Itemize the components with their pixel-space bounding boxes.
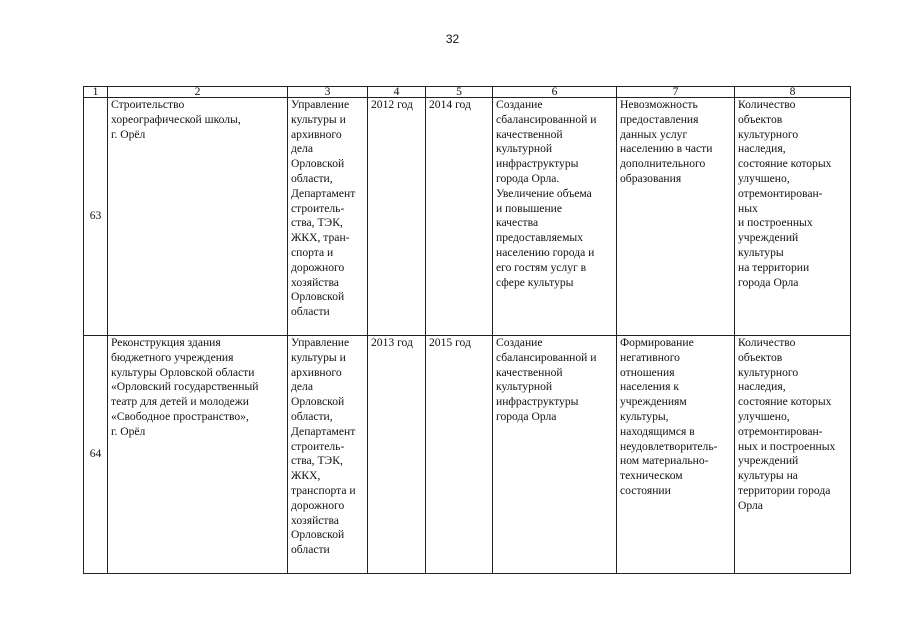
program-table: [83, 86, 851, 574]
start-year-cell: 2012 год: [368, 98, 426, 336]
object-name-cell: Строительство хореографической школы, г. Орёл: [108, 98, 288, 336]
goal-cell: Создание сбалансированной и качественной культурной инфраструктуры города Орла: [493, 336, 617, 574]
consequence-cell: Невозможность предоставления данных услуг населению в части дополнительного образования: [617, 98, 735, 336]
end-year-cell: 2015 год: [426, 336, 493, 574]
column-number: 1: [84, 87, 108, 98]
consequence-cell: Формирование негативного отношения населения к учреждениям культуры, находящимся в неудовлетворитель- ном материально- техническом состоянии: [617, 336, 735, 574]
row-number: 63: [84, 98, 108, 336]
indicator-cell: Количество объектов культурного наследия, состояние которых улучшено, отремонтирован- ных и построенных учреждений культуры на территории города Орла: [735, 98, 851, 336]
start-year-cell: 2013 год: [368, 336, 426, 574]
page-number: 32: [445, 32, 460, 46]
column-number: 5: [426, 87, 493, 98]
goal-cell: Создание сбалансированной и качественной культурной инфраструктуры города Орла. Увеличение объема и повышение качества предоставляемых населению города и его гостям услуг в сфере культуры: [493, 98, 617, 336]
row-number: 64: [84, 336, 108, 574]
table-row: [84, 98, 851, 336]
column-number: 4: [368, 87, 426, 98]
object-name-cell: Реконструкция здания бюджетного учреждения культуры Орловской области «Орловский государственный театр для детей и молодежи «Свободное пространство», г. Орёл: [108, 336, 288, 574]
column-number: 3: [288, 87, 368, 98]
executor-cell: Управление культуры и архивного дела Орловской области, Департамент строитель- ства, ТЭК, ЖКХ, транспорта и дорожного хозяйства Орловской области: [288, 336, 368, 574]
column-number: 2: [108, 87, 288, 98]
end-year-cell: 2014 год: [426, 98, 493, 336]
table-row: [84, 336, 851, 574]
column-number: 6: [493, 87, 617, 98]
column-number-row: [84, 87, 851, 98]
column-number: 7: [617, 87, 735, 98]
column-number: 8: [735, 87, 851, 98]
indicator-cell: Количество объектов культурного наследия, состояние которых улучшено, отремонтирован- ных и построенных учреждений культуры на территории города Орла: [735, 336, 851, 574]
executor-cell: Управление культуры и архивного дела Орловской области, Департамент строитель- ства, ТЭК, ЖКХ, тран- спорта и дорожного хозяйства Орловской области: [288, 98, 368, 336]
